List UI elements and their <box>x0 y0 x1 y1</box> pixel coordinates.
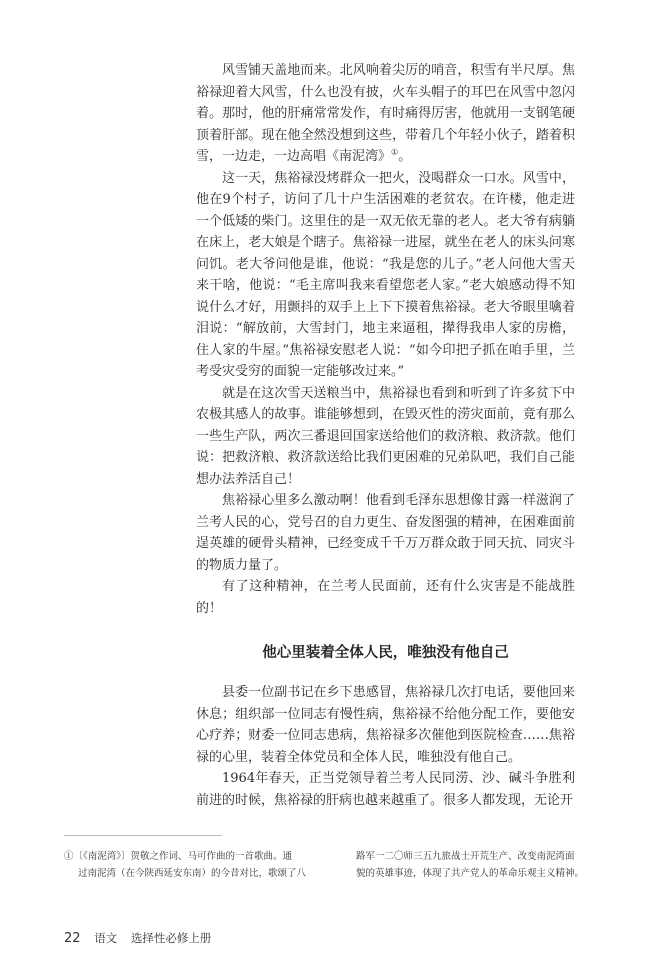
paragraph: 就是在这次雪天送粮当中，焦裕禄也看到和听到了许多贫下中农极其感人的故事。谁能够想到，在毁灭性的涝灾面前，竟有那么一些生产队，两次三番退回国家送给他们的救济粮、救济款。他们说：把救济粮、救济款送给比我们更困难的兄弟队吧，我们自己能想办法养活自己！ <box>196 385 575 487</box>
footnote-row <box>64 848 584 882</box>
footnote-right-column <box>356 848 584 882</box>
footnotes <box>64 835 584 882</box>
paragraph: 1964年春天，正当党领导着兰考人民同涝、沙、碱斗争胜利前进的时候，焦裕禄的肝病也越来越重了。很多人都发现，无论开 <box>196 771 575 808</box>
paragraph <box>196 60 575 168</box>
paragraph-text: 风雪铺天盖地而来。北风响着尖厉的哨音，积雪有半尺厚。焦裕禄迎着大风雪，什么也没有披，火车头帽子的耳巴在风雪中忽闪着。那时，他的肝痛常常发作，有时痛得厉害，他就用一支钢笔硬顶着肝部。现在他全然没想到这些，带着几个年轻小伙子，踏着积雪，一边走，一边高唱《南泥湾》 <box>196 63 575 164</box>
book-volume: 选择性必修上册 <box>130 931 212 945</box>
footnote-line: 过南泥湾（在今陕西延安东南）的今昔对比，歌颂了八 <box>78 868 307 879</box>
paragraph-tail: 。 <box>398 149 412 164</box>
article-body <box>196 60 575 811</box>
book-subject: 语文 <box>94 931 118 945</box>
footnote-line: 路军一二〇师三五九旅战士开荒生产、改变南泥湾面 <box>355 851 575 862</box>
section-heading: 他心里装着全体人民，唯独没有他自己 <box>262 645 509 661</box>
footnote-line: ①〔《南泥湾》〕贺敬之作词、马可作曲的一首歌曲。通 <box>64 851 293 862</box>
paragraph: 这一天，焦裕禄没烤群众一把火，没喝群众一口水。风雪中，他在9个村子，访问了几十户生活困难的老贫农。在许楼，他走进一个低矮的柴门。这里住的是一双无依无靠的老人。老大爷有病躺在床上，老大娘是个瞎子。焦裕禄一进屋，就坐在老人的床头问寒问饥。老大爷问他是谁，他说：“我是您的儿子。”老人问他大雪天来干啥，他说：“毛主席叫我来看望您老人家。”老大娘感动得不知说什么才好，用颤抖的双手上上下下摸着焦裕禄。老大爷眼里噙着泪说：“解放前，大雪封门，地主来逼租，撵得我串人家的房檐，住人家的牛屋。”焦裕禄安慰老人说：“如今印把子抓在咱手里，兰考受灾受穷的面貌一定能够改过来。” <box>196 170 575 379</box>
page-number: 22 <box>64 931 81 946</box>
footnote-divider <box>64 835 222 836</box>
paragraph: 县委一位副书记在乡下患感冒，焦裕禄几次打电话，要他回来休息；组织部一位同志有慢性病，焦裕禄不给他分配工作，要他安心疗养；财委一位同志患病，焦裕禄多次催他到医院检查……焦裕禄的心里，装着全体党员和全体人民，唯独没有他自己。 <box>196 685 575 765</box>
footnote-left-column <box>64 848 306 882</box>
footnote-line: 貌的英雄事迹，体现了共产党人的革命乐观主义精神。 <box>355 868 584 879</box>
footnote-marker[interactable]: ① <box>391 147 399 157</box>
paragraph: 焦裕禄心里多么激动啊！他看到毛泽东思想像甘露一样滋润了兰考人民的心，党号召的自力更生、奋发图强的精神，在困难面前逞英雄的硬骨头精神，已经变成千千万万群众敢于同天抗、同灾斗的物质力量了。 <box>196 493 575 573</box>
page-footer <box>64 930 647 946</box>
paragraph: 有了这种精神，在兰考人民面前，还有什么灾害是不能战胜的！ <box>196 579 575 616</box>
